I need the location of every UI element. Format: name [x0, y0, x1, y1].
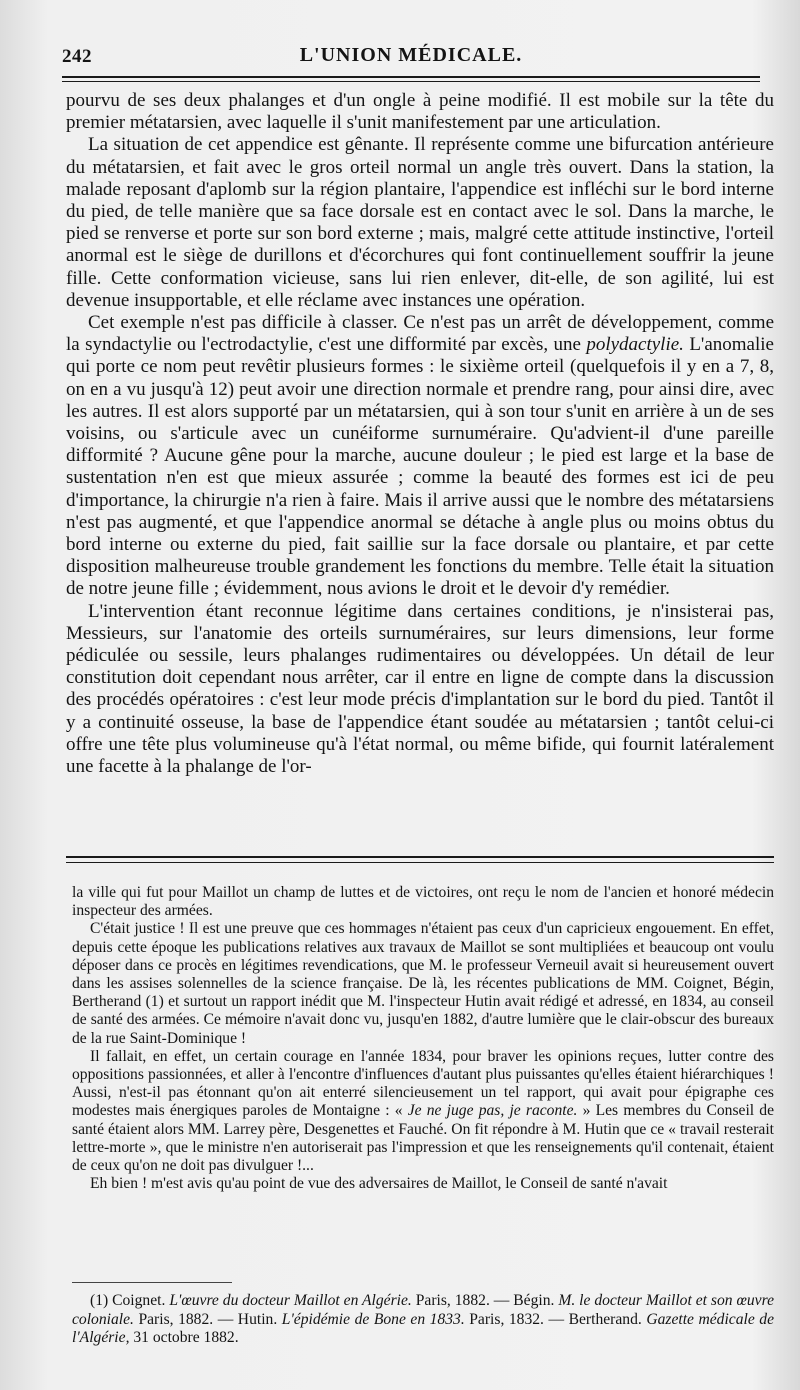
feuilleton-paragraph-3-text-a: Il fallait, en effet, un certain courage en l'année 1834, pour braver les opinions reçues, lutter contre des oppositions passionnées, et aller à l'encontre d'influences d'autant plus puissantes qu'elles étaient hiérarchiques ! Aussi, n'est-il pas étonnant qu'on ait enterré silencieusement un tel rapport, qui avait pour épigraphe ces modestes mais énergiques paroles de Montaigne : « [72, 1047, 774, 1120]
footnote-text-b: Paris, 1882. — Bégin. [411, 1292, 559, 1309]
feuilleton-paragraph-4: Eh bien ! m'est avis qu'au point de vue des adversaires de Maillot, le Conseil de santé n'avait [90, 1175, 668, 1193]
header-rule [62, 76, 760, 78]
main-article [66, 90, 774, 778]
footnote-text-d: Paris, 1832. — Bertherand. [464, 1310, 647, 1328]
feuilleton-paragraph-1: la ville qui fut pour Maillot un champ de luttes et de victoires, ont reçu le nom de l'ancien et honoré médecin inspecteur des armées. [72, 884, 774, 920]
main-paragraph-4: L'intervention étant reconnue légitime dans certaines conditions, je n'insisterai pas, Messieurs, sur l'anatomie des orteils surnuméraires, sur leurs dimensions, leur forme pédiculée ou sessile, leurs phalanges rudimentaires ou développées. Un détail de leur constitution doit cependant nous arrêter, car il entre en ligne de compte dans la discussion des procédés opératoires : c'est leur mode précis d'implantation sur le bord du pied. Tantôt il y a continuité osseuse, la base de l'appendice étant soudée au métatarsien ; tantôt celui-ci offre une tête plus volumineuse qu'à l'état normal, ou même bifide, qui fournit latéralement une facette à la phalange de l'or- [66, 600, 774, 778]
page-header [62, 40, 760, 74]
footnote-title-hutin: L'épidémie de Bone en 1833. [281, 1310, 465, 1328]
footnote-1 [72, 1292, 774, 1348]
footnote-text-e: 31 octobre 1882. [129, 1329, 239, 1347]
footnote-separator [72, 1282, 232, 1283]
footnote-text-c: Paris, 1882. — Hutin. [133, 1310, 282, 1328]
footnote-title-coignet: L'œuvre du docteur Maillot en Algérie. [169, 1292, 412, 1309]
feuilleton-paragraph-3-text-b: » Les membres du Conseil de santé étaient alors MM. Larrey père, Desgenettes et Fauché. On fit répondre à M. Hutin que ce « travail resterait lettre-morte », que le ministre n'en autoriserait pas l'impression et que les renseignements qu'il contenait, étaient de ceux qu'on ne doit pas divulguer !... [72, 1102, 775, 1175]
footnote-text-a: (1) Coignet. [90, 1292, 170, 1309]
main-paragraph-3-text-a: Cet exemple n'est pas difficile à classer. Ce n'est pas un arrêt de développement, comme la syndactylie ou l'ectrodactylie, c'est une difformité par excès, une [66, 312, 774, 356]
journal-title: L'UNION MÉDICALE. [299, 44, 523, 66]
footnote-title-begin: M. le docteur Maillot et son œuvre coloniale. [72, 1292, 774, 1328]
montaigne-quote: Je ne juge pas, je raconte. [407, 1102, 578, 1120]
main-paragraph-3-text-b: L'anomalie qui porte ce nom peut revêtir plusieurs formes : le sixième orteil (quelquefois il y en a 7, 8, on en a vu jusqu'à 12) peut avoir une direction normale et prendre rang, pour ainsi dire, avec les autres. Il est alors supporté par un métatarsien, qui à son tour s'unit en arrière à un de ses voisins, ou s'articule avec un cunéiforme surnuméraire. Qu'advient-il d'une pareille difformité ? Aucune gêne pour la marche, aucune douleur ; le pied est large et la base de sustentation n'en est que mieux assurée ; comme la beauté des formes est ici de peu d'importance, la chirurgie n'a rien à faire. Mais il arrive aussi que le nombre des métatarsiens n'est pas augmenté, et que l'appendice anormal se détache à angle plus ou moins obtus du bord interne ou externe du pied, fait saillie sur la face dorsale ou plantaire, et par cette disposition malheureuse trouble grandement les fonctions du membre. Telle était la situation de notre jeune fille ; évidemment, nous avions le droit et le devoir d'y remédier. [66, 334, 774, 600]
header-rule-thin [62, 81, 760, 82]
main-paragraph-2: La situation de cet appendice est gênante. Il représente comme une bifurcation antérieure du métatarsien, et fait avec le gros orteil normal un angle très ouvert. Dans la station, la malade reposant d'aplomb sur la région plantaire, l'appendice est infléchi sur le bord interne du pied, de telle manière que sa face dorsale est en contact avec le sol. Dans la marche, le pied se renverse et porte sur son bord externe ; mais, malgré cette attitude instinctive, l'orteil anormal est le siège de durillons et d'écorchures qui font continuellement souffrir la jeune fille. Cette conformation vicieuse, sans lui rien enlever, dit-elle, de son agilité, lui est devenue insupportable, et elle réclame avec instances une opération. [66, 134, 774, 311]
footnote [72, 1292, 774, 1348]
page-number: 242 [62, 46, 92, 67]
footnote-title-bertherand: Gazette médicale de l'Algérie, [72, 1310, 775, 1347]
main-paragraph-3-emphasis: polydactylie. [586, 334, 684, 356]
main-paragraph-1: pourvu de ses deux phalanges et d'un ongle à peine modifié. Il est mobile sur la tête du premier métatarsien, avec laquelle il s'unit manifestement par une articulation. [66, 90, 774, 134]
main-paragraph-3 [66, 312, 774, 601]
feuilleton-rule-thin [66, 862, 774, 863]
feuilleton-paragraph-3 [72, 1048, 774, 1175]
feuilleton-rule [66, 856, 774, 858]
feuilleton-column [72, 884, 774, 1193]
feuilleton-paragraph-2: C'était justice ! Il est une preuve que ces hommages n'étaient pas ceux d'un capricieux engouement. En effet, depuis cette époque les publications relatives aux travaux de Maillot se sont multipliées et beaucoup ont voulu déposer dans ce procès en légitimes revendications, que M. le professeur Verneuil avait si heureusement ouvert dans les assises solennelles de la science française. De là, les récentes publications de MM. Coignet, Bégin, Bertherand (1) et surtout un rapport inédit que M. l'inspecteur Hutin avait rédigé et adressé, en 1834, au conseil de santé des armées. Ce mémoire n'avait donc vu, jusqu'en 1882, d'autre lumière que le clair-obscur des bureaux de la rue Saint-Dominique ! [72, 920, 774, 1047]
